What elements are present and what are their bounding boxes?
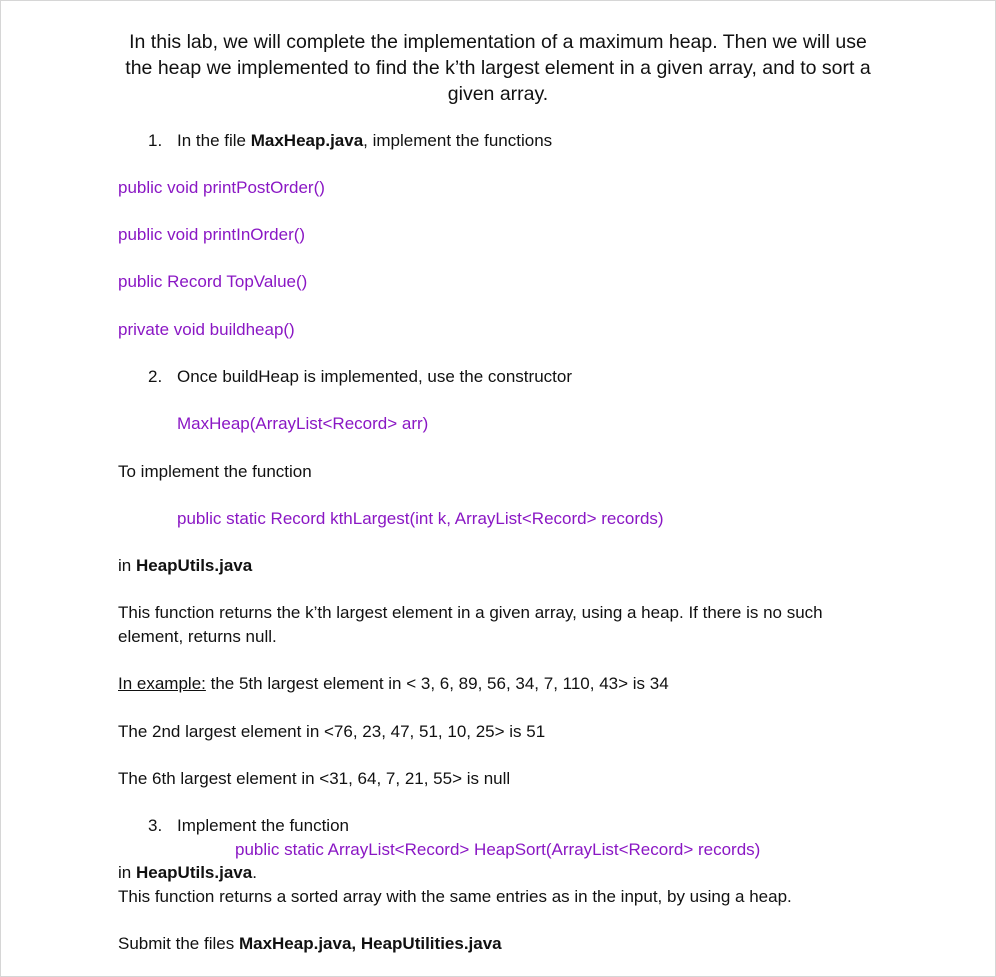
step-1-text-before: In the file (177, 131, 251, 150)
function-buildheap: private void buildheap() (118, 320, 295, 339)
step-1-file: MaxHeap.java (250, 131, 364, 150)
step-1-text-after: , implement the functions (363, 131, 553, 150)
function-kth-largest: public static Record kthLargest(int k, ArrayList<Record> records) (177, 509, 664, 528)
intro-paragraph (112, 29, 884, 107)
step-3-number: 3. (148, 816, 163, 835)
kth-desc-line-1: This function returns the k’th largest element in a given array, using a heap. If there is no such (118, 603, 823, 622)
in-heaputils-1 (118, 555, 252, 577)
step-2-text: Once buildHeap is implemented, use the constructor (177, 367, 572, 386)
submit-text: Submit the files (118, 934, 239, 953)
function-print-in-order: public void printInOrder() (118, 225, 306, 244)
submit-files: MaxHeap.java, HeapUtilities.java (238, 934, 502, 953)
example-line-2: The 2nd largest element in <76, 23, 47, 51, 10, 25> is 51 (118, 722, 546, 741)
example-line-1 (118, 673, 669, 695)
step-3-text: Implement the function (177, 816, 349, 835)
period: . (252, 863, 257, 882)
intro-line-1: In this lab, we will complete the implementation of a maximum heap. Then we will use (129, 31, 867, 53)
in-text-2: in (118, 863, 136, 882)
intro-line-2: the heap we implemented to find the k’th largest element in a given array, and to sort a (125, 57, 871, 79)
kth-desc-line-2: element, returns null. (118, 627, 277, 646)
function-top-value: public Record TopValue() (118, 272, 308, 291)
step-2-number: 2. (148, 367, 163, 386)
example-line-3: The 6th largest element in <31, 64, 7, 21, 55> is null (118, 769, 511, 788)
heapsort-desc: This function returns a sorted array with the same entries as in the input, by using a heap. (118, 887, 792, 906)
step-1-text (177, 130, 552, 152)
function-heapsort: public static ArrayList<Record> HeapSort(ArrayList<Record> records) (235, 840, 761, 859)
function-print-post-order: public void printPostOrder() (118, 178, 325, 197)
example-1-text: the 5th largest element in < 3, 6, 89, 56, 34, 7, 110, 43> is 34 (205, 674, 669, 693)
heaputils-file-1: HeapUtils.java (135, 556, 253, 575)
in-heaputils-2 (118, 862, 257, 884)
constructor-maxheap: MaxHeap(ArrayList<Record> arr) (177, 414, 429, 433)
heaputils-file-2: HeapUtils.java (135, 863, 253, 882)
intro-line-3: given array. (447, 83, 549, 105)
step-1-number: 1. (148, 131, 163, 150)
submit-line (118, 933, 502, 955)
to-implement-text: To implement the function (118, 462, 312, 481)
in-text-1: in (118, 556, 136, 575)
example-label: In example: (118, 674, 206, 693)
